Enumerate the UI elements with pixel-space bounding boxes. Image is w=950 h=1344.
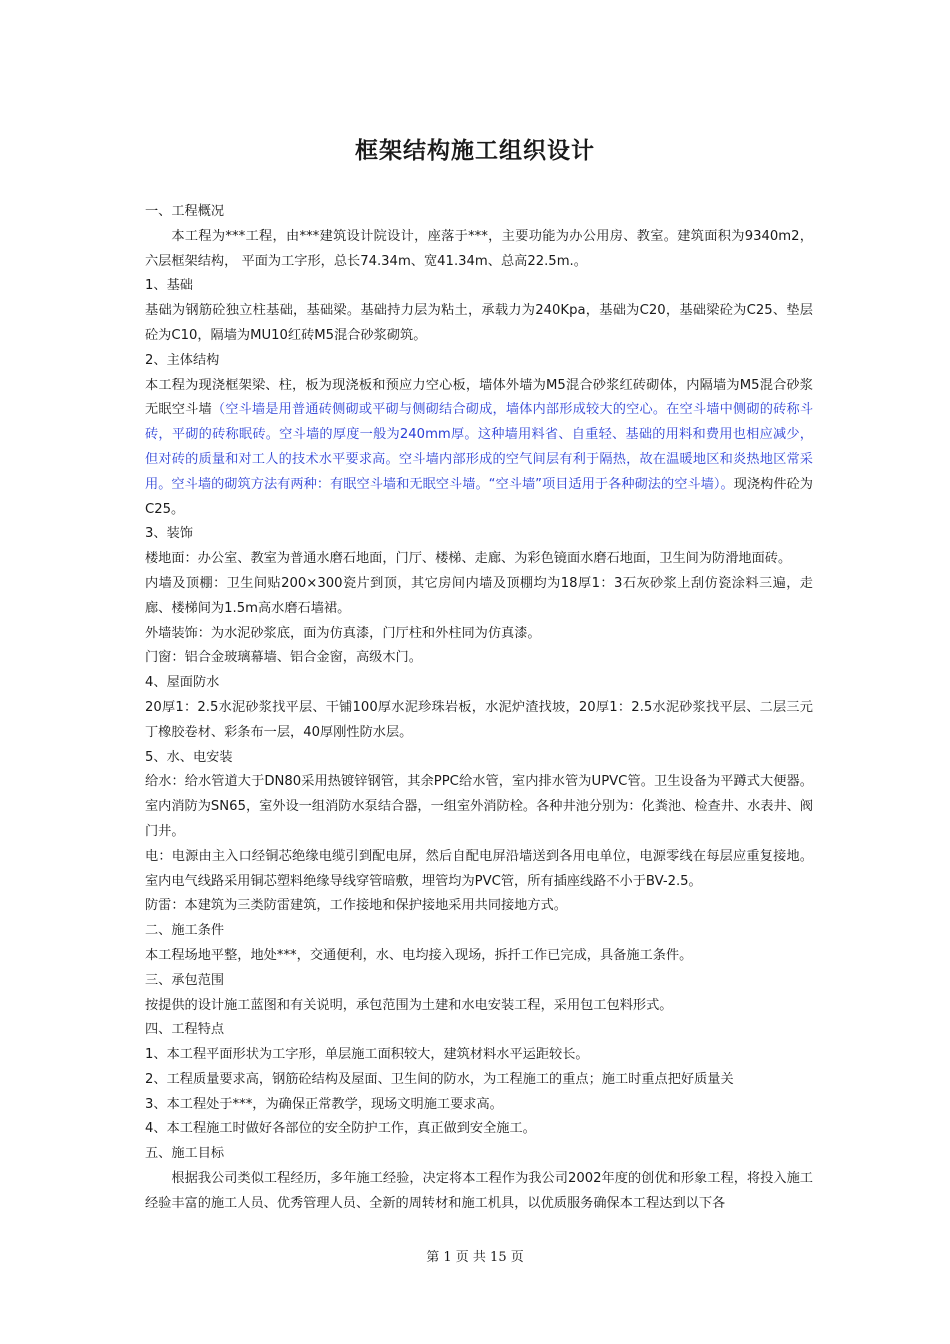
subsection-heading: 4、屋面防水 (145, 675, 220, 691)
section-heading: 四、工程特点 (145, 1022, 225, 1038)
paragraph: 根据我公司类似工程经历，多年施工经验，决定将本工程作为我公司2002年度的创优和形象工程，将投入施工经验丰富的施工人员、优秀管理人员、全新的周转材和施工机具，以优质服务确保本工程达到以下各 (145, 1171, 813, 1211)
paragraph: 门窗：铝合金玻璃幕墙、铝合金窗，高级木门。 (145, 650, 422, 666)
document-title: 框架结构施工组织设计 (355, 138, 595, 164)
paragraph: 楼地面：办公室、教室为普通水磨石地面，门厅、楼梯、走廊、为彩色镜面水磨石地面，卫生间为防滑地面砖。 (145, 551, 792, 567)
subsection-heading: 3、装饰 (145, 526, 193, 542)
paragraph: 外墙装饰：为水泥砂浆底，面为仿真漆，门厅柱和外柱同为仿真漆。 (145, 625, 541, 641)
paragraph: 给水：给水管道大于DN80采用热镀锌钢管，其余PPC给水管，室内排水管为UPVC管。卫生设备为平蹲式大便器。室内消防为SN65，室外设一组消防水泵结合器，一组室外消防栓。各种井池分别为：化粪池、检查井、水表井、阀门井。 (145, 774, 814, 839)
paragraph: 电：电源由主入口经铜芯绝缘电缆引到配电屏，然后自配电屏沿墙送到各用电单位，电源零线在每层应重复接地。室内电气线路采用铜芯塑料绝缘导线穿管暗敷，埋管均为PVC管，所有插座线路不小于BV-2.5。 (145, 848, 813, 889)
document-body (145, 200, 813, 1217)
page-footer: 第 1 页 共 15 页 (426, 1250, 524, 1265)
paragraph: 20厚1：2.5水泥砂浆找平层、干铺100厚水泥珍珠岩板，水泥炉渣找坡，20厚1：2.5水泥砂浆找平层、二层三元丁橡胶卷材、彩条布一层，40厚刚性防水层。 (145, 699, 813, 740)
paragraph: 本工程为***工程，由***建筑设计院设计，座落于***，主要功能为办公用房、教室。建筑面积为9340m2，六层框架结构， 平面为工字形，总长74.34m、宽41.34m、总高22.5m.。 (145, 228, 813, 269)
paragraph-part: 本工程为现浇框架梁、柱，板为现浇板和预应力空心板，墙体外墙为M5混合砂浆红砖砌体，内隔墙为M5混合砂浆无眠空斗墙 (145, 377, 813, 418)
paragraph: 基础为钢筋砼独立柱基础，基础梁。基础持力层为粘土，承载力为240Kpa，基础为C20，基础梁砼为C25、垫层砼为C10，隔墙为MU10红砖M5混合砂浆砌筑。 (145, 303, 813, 343)
section-heading: 二、施工条件 (145, 923, 225, 939)
paragraph: 按提供的设计施工蓝图和有关说明，承包范围为土建和水电安装工程，采用包工包料形式。 (145, 997, 673, 1013)
list-item: 3、本工程处于***，为确保正常教学，现场文明施工要求高。 (145, 1096, 503, 1112)
paragraph: 内墙及顶棚：卫生间贴200×300瓷片到顶，其它房间内墙及顶棚均为18厚1：3石灰砂浆上刮仿瓷涂料三遍，走廊、楼梯间为1.5m高水磨石墙裙。 (145, 575, 813, 616)
subsection-heading: 2、主体结构 (145, 352, 220, 368)
list-item: 1、本工程平面形状为工字形，单层施工面积较大，建筑材料水平运距较长。 (145, 1047, 589, 1063)
paragraph: 防雷：本建筑为三类防雷建筑，工作接地和保护接地采用共同接地方式。 (145, 898, 567, 914)
section-heading: 五、施工目标 (145, 1146, 225, 1162)
section-heading: 三、承包范围 (145, 972, 225, 988)
section-heading: 一、工程概况 (145, 204, 225, 219)
paragraph: 本工程场地平整，地处***，交通便利，水、电均接入现场，拆扦工作已完成，具备施工条件。 (145, 947, 693, 963)
subsection-heading: 5、水、电安装 (145, 749, 233, 765)
list-item: 2、工程质量要求高，钢筋砼结构及屋面、卫生间的防水，为工程施工的重点；施工时重点把好质量关 (145, 1071, 734, 1087)
subsection-heading: 1、基础 (145, 278, 193, 294)
list-item: 4、本工程施工时做好各部位的安全防护工作，真正做到安全施工。 (145, 1121, 536, 1137)
highlighted-note: （空斗墙是用普通砖侧砌或平砌与侧砌结合砌成，墙体内部形成较大的空心。在空斗墙中侧砌的砖称斗砖，平砌的砖称眠砖。空斗墙的厚度一般为240mm厚。这种墙用料省、自重轻、基础的用料和费用也相应减少，但对砖的质量和对工人的技术水平要求高。空斗墙内部形成的空气间层有利于隔热，故在温暖地区和炎热地区常采用。空斗墙的砌筑方法有两种：有眠空斗墙和无眠空斗墙。“空斗墙”项目适用于各种砌法的空斗墙）。 (145, 402, 814, 492)
paragraph-part: 现浇构件砼为C25。 (145, 476, 813, 517)
paragraph-structure (145, 374, 813, 523)
